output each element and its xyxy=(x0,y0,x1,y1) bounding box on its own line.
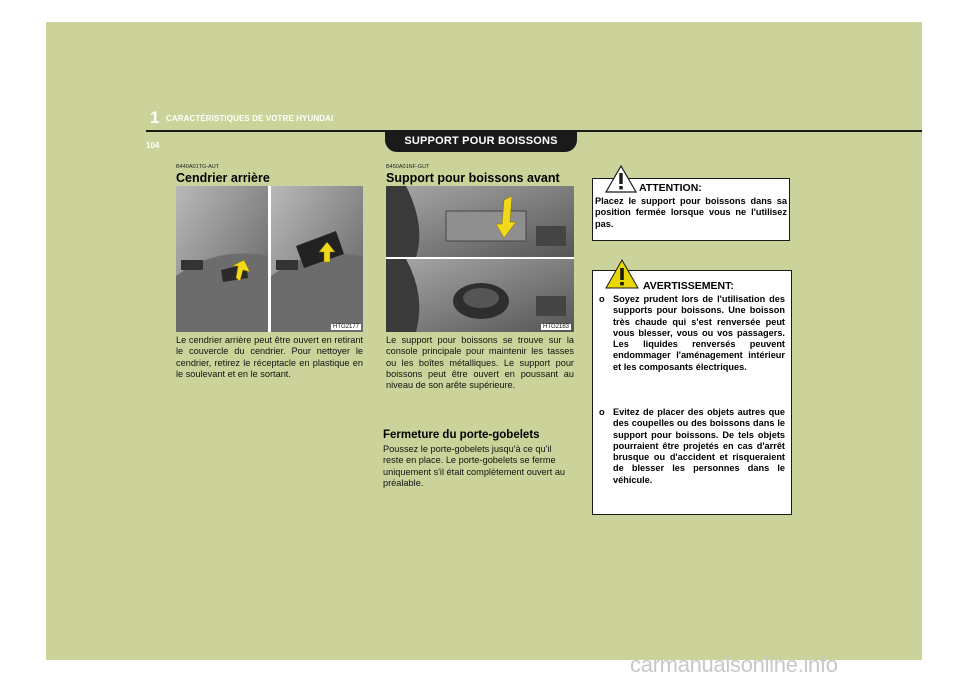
attention-text: Placez le support pour boissons dans sa position fermée lorsque vous ne l'utilisez pas. xyxy=(595,196,787,229)
bullet: o xyxy=(599,407,605,417)
ashtray-photo-code: HTG2177 xyxy=(333,324,360,330)
warning-item xyxy=(599,407,785,486)
attention-title: ATTENTION: xyxy=(639,182,702,194)
middle-heading: Support pour boissons avant xyxy=(386,171,560,185)
warning-box xyxy=(592,270,792,515)
cupholder-photo xyxy=(386,186,574,332)
middle-body: Le support pour boissons se trouve sur la console principale pour maintenir les tasses ou les boîtes métalliques. Le support pour boissons peut être ouvert en poussant au niveau de son arête supérieure. xyxy=(386,335,574,391)
page-number: 104 xyxy=(146,141,160,150)
exclamation-triangle-icon xyxy=(605,259,639,289)
warning-item-text: Evitez de placer des objets autres que des coupelles ou des boissons dans le support pour boissons. De tels objets pourraient être projetés en cas d'arrêt brusque ou d'accident et risqueraient de blesser les personnes dans le véhicule. xyxy=(613,407,785,485)
chapter-number: 1 xyxy=(150,108,160,127)
watermark: carmanualsonline.info xyxy=(630,652,838,677)
warning-title: AVERTISSEMENT: xyxy=(643,280,734,292)
closing-body: Poussez le porte-gobelets jusqu'à ce qu'il reste en place. Le porte-gobelets se ferme uniquement s'il était complètement ouvert au préalable. xyxy=(383,444,566,488)
cupholder-photo-code: HTG2183 xyxy=(543,324,570,330)
ashtray-photo xyxy=(176,186,363,332)
warning-item-text: Soyez prudent lors de l'utilisation des supports pour boissons. Une boisson très chaude qui s'est renversée peut vous blesser, vous ou vos passagers. Les liquides renversés peuvent endommager l'aménagement intérieur et les composants électriques. xyxy=(613,294,785,372)
middle-section-code: B450A01NF-GUT xyxy=(386,164,430,170)
chapter-title: CARACTÉRISTIQUES DE VOTRE HYUNDAI xyxy=(166,114,334,123)
warning-item xyxy=(599,294,785,373)
attention-box xyxy=(592,178,790,241)
closing-subheading: Fermeture du porte-gobelets xyxy=(383,429,540,441)
left-body: Le cendrier arrière peut être ouvert en retirant le couvercle du cendrier. Pour nettoyer le cendrier, retirez le réceptacle en plastique en le soulevant et en le sortant. xyxy=(176,335,363,379)
left-heading: Cendrier arrière xyxy=(176,171,270,185)
warning-triangle-icon xyxy=(605,165,637,193)
bullet: o xyxy=(599,294,605,304)
section-tab: SUPPORT POUR BOISSONS xyxy=(385,131,577,152)
left-section-code: B440A01TG-AUT xyxy=(176,164,220,170)
